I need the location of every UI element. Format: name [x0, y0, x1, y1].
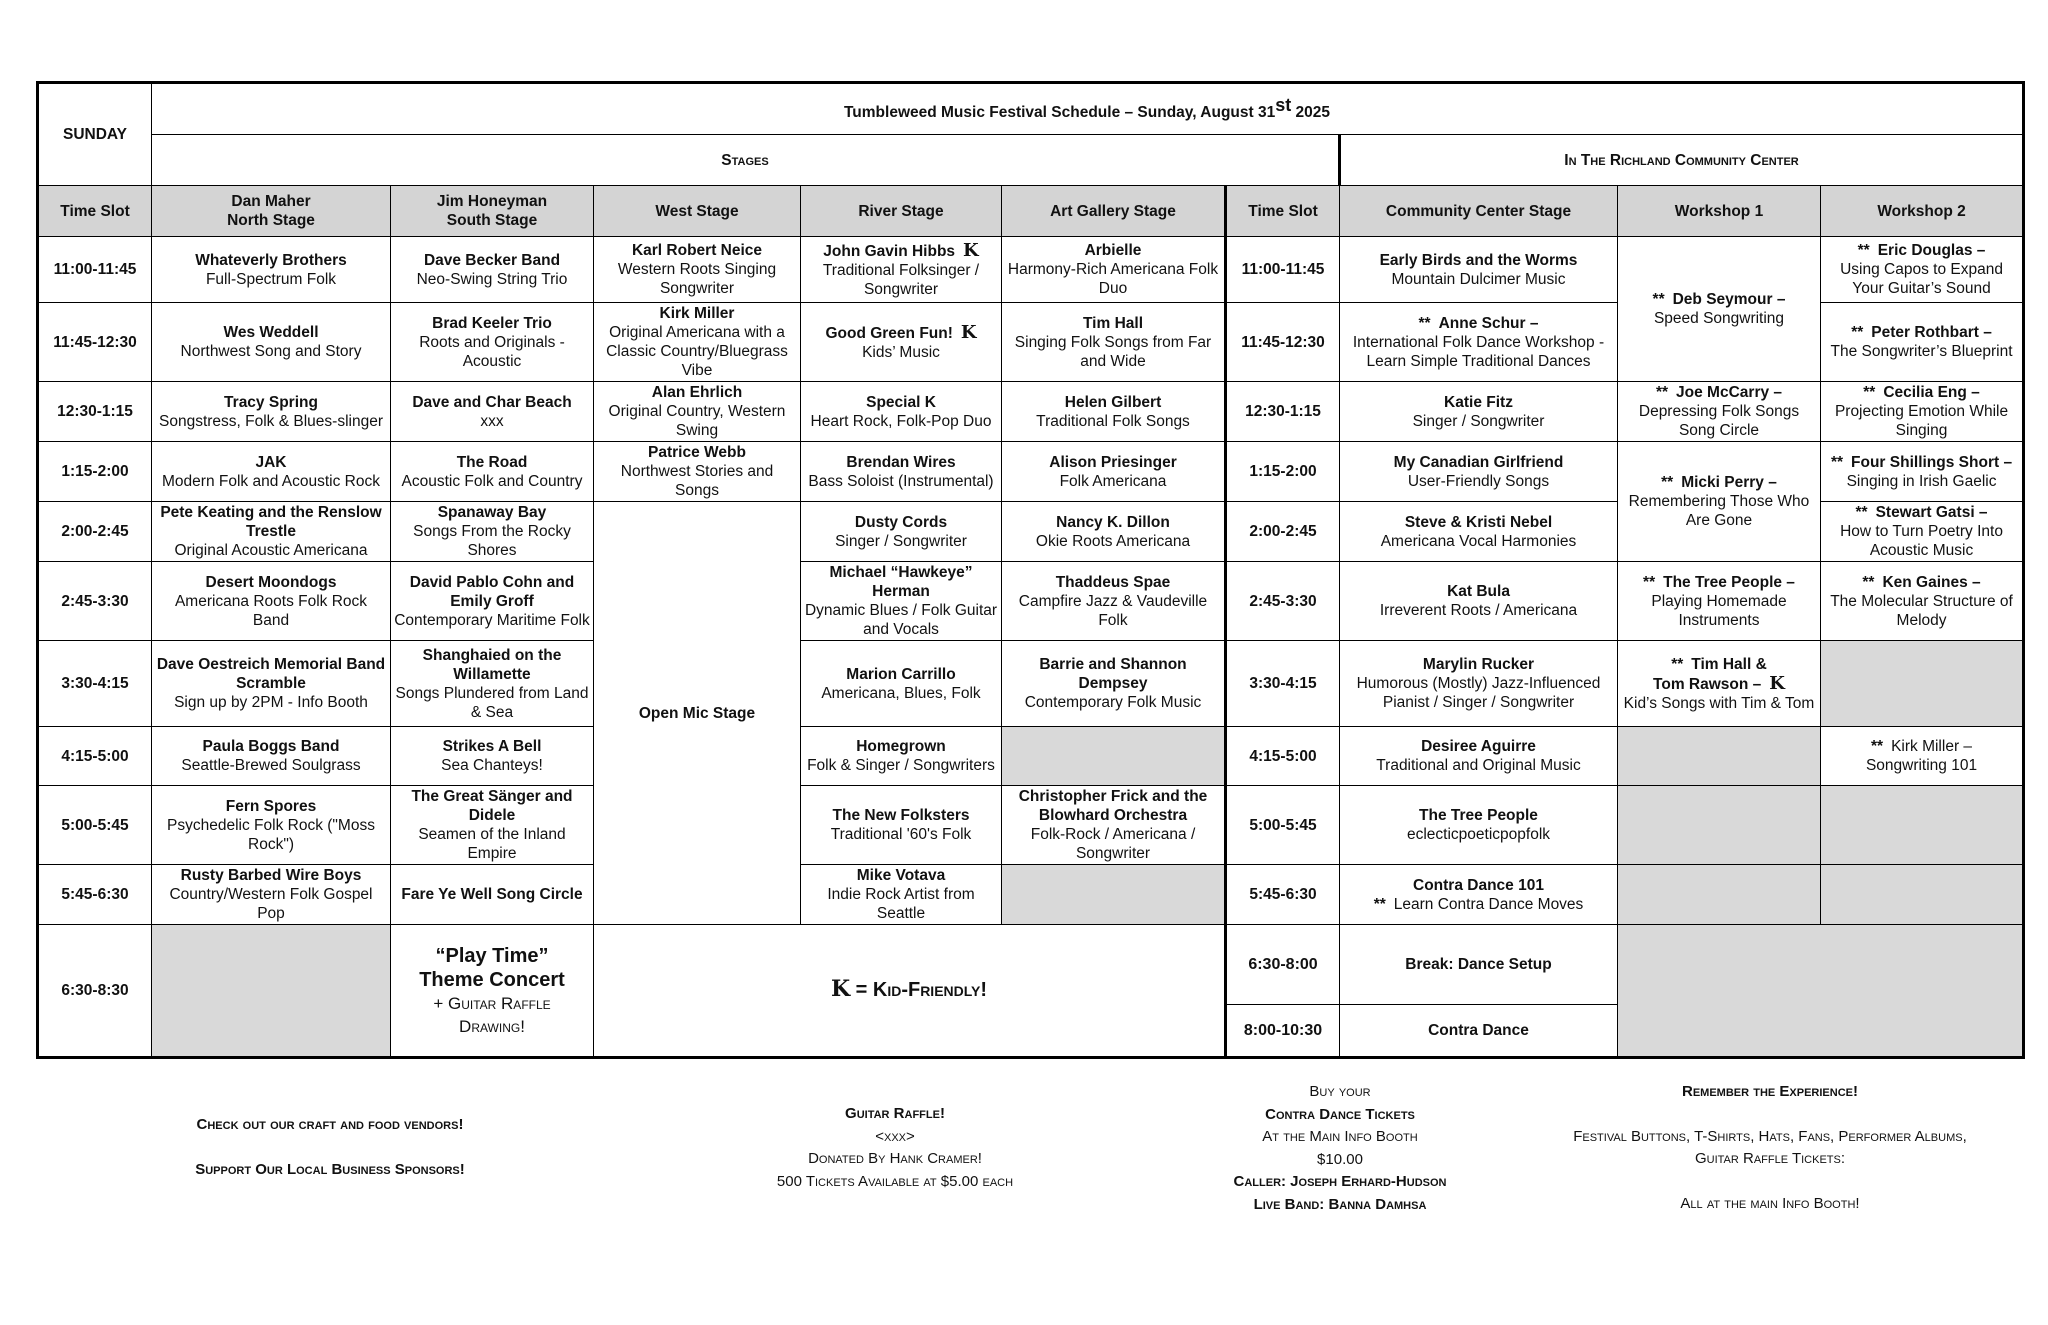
workshop-star-icon: **: [1871, 738, 1884, 755]
empty-cell: [1618, 727, 1821, 786]
river-act: Good Green Fun! K Kids’ Music: [801, 303, 1002, 382]
time-slot: 2:45-3:30: [38, 562, 152, 641]
art-act: Nancy K. Dillon Okie Roots Americana: [1002, 502, 1226, 562]
community-act: Contra Dance 101 ** Learn Contra Dance Moves: [1340, 865, 1618, 925]
river-act: John Gavin Hibbs K Traditional Folksinger / Songwriter: [801, 237, 1002, 303]
north-act: Desert Moondogs Americana Roots Folk Rock Band: [152, 562, 391, 641]
community-act: Early Birds and the Worms Mountain Dulcimer Music: [1340, 237, 1618, 303]
time-slot: 11:00-11:45: [1226, 237, 1340, 303]
river-act: Dusty Cords Singer / Songwriter: [801, 502, 1002, 562]
community-act: The Tree People eclecticpoeticpopfolk: [1340, 786, 1618, 865]
time-slot: 5:45-6:30: [1226, 865, 1340, 925]
col-workshop-1: Workshop 1: [1618, 186, 1821, 237]
kid-friendly-icon: K: [960, 321, 977, 343]
col-west-stage: West Stage: [594, 186, 801, 237]
workshop-2-item: ** Cecilia Eng – Projecting Emotion While Singing: [1821, 382, 2024, 442]
workshop-2-item: ** Four Shillings Short – Singing in Irish Gaelic: [1821, 442, 2024, 502]
north-act: JAK Modern Folk and Acoustic Rock: [152, 442, 391, 502]
north-act: Wes Weddell Northwest Song and Story: [152, 303, 391, 382]
workshop-1-item: ** Joe McCarry – Depressing Folk Songs Song Circle: [1618, 382, 1821, 442]
north-act: Rusty Barbed Wire Boys Country/Western Folk Gospel Pop: [152, 865, 391, 925]
art-act: Arbielle Harmony-Rich Americana Folk Duo: [1002, 237, 1226, 303]
community-act: Steve & Kristi Nebel Americana Vocal Harmonies: [1340, 502, 1618, 562]
south-act: Dave Becker Band Neo-Swing String Trio: [391, 237, 594, 303]
workshop-star-icon: **: [1855, 504, 1868, 521]
col-time-slot: Time Slot: [38, 186, 152, 237]
river-act: Mike Votava Indie Rock Artist from Seattle: [801, 865, 1002, 925]
river-act: Marion Carrillo Americana, Blues, Folk: [801, 641, 1002, 727]
community-act: ** Anne Schur – International Folk Dance Workshop - Learn Simple Traditional Dances: [1340, 303, 1618, 382]
time-slot: 5:00-5:45: [38, 786, 152, 865]
time-slot: 6:30-8:00: [1226, 925, 1340, 1005]
col-north-stage: Dan Maher North Stage: [152, 186, 391, 237]
workshop-2-item: ** Peter Rothbart – The Songwriter’s Blueprint: [1821, 303, 2024, 382]
time-slot: 11:45-12:30: [1226, 303, 1340, 382]
community-act: Marylin Rucker Humorous (Mostly) Jazz-Influenced Pianist / Singer / Songwriter: [1340, 641, 1618, 727]
empty-cell: [1821, 865, 2024, 925]
workshop-star-icon: **: [1418, 314, 1431, 332]
day-label: SUNDAY: [38, 83, 152, 186]
south-act: Dave and Char Beach xxx: [391, 382, 594, 442]
art-act: Helen Gilbert Traditional Folk Songs: [1002, 382, 1226, 442]
time-slot: 6:30-8:30: [38, 925, 152, 1058]
workshop-star-icon: **: [1652, 291, 1665, 308]
empty-cell: [1618, 786, 1821, 865]
workshop-star-icon: **: [1661, 474, 1674, 491]
workshop-star-icon: **: [1857, 242, 1870, 259]
south-act: David Pablo Cohn and Emily Groff Contemporary Maritime Folk: [391, 562, 594, 641]
col-river-stage: River Stage: [801, 186, 1002, 237]
south-act: Spanaway Bay Songs From the Rocky Shores: [391, 502, 594, 562]
col-community-stage: Community Center Stage: [1340, 186, 1618, 237]
page-title: Tumbleweed Music Festival Schedule – Sunday, August 31st 2025: [152, 83, 2024, 135]
river-act: Michael “Hawkeye” Herman Dynamic Blues / Folk Guitar and Vocals: [801, 562, 1002, 641]
workshop-star-icon: **: [1671, 655, 1684, 673]
time-slot: 4:15-5:00: [1226, 727, 1340, 786]
north-act: Pete Keating and the Renslow Trestle Original Acoustic Americana: [152, 502, 391, 562]
workshop-2-item: ** Kirk Miller – Songwriting 101: [1821, 727, 2024, 786]
workshop-1-item: ** Tim Hall & Tom Rawson – K Kid’s Songs with Tim & Tom: [1618, 641, 1821, 727]
south-act: Shanghaied on the Willamette Songs Plundered from Land & Sea: [391, 641, 594, 727]
south-act: Strikes A Bell Sea Chanteys!: [391, 727, 594, 786]
col-art-gallery-stage: Art Gallery Stage: [1002, 186, 1226, 237]
vendors-note: Check out our craft and food vendors! Support Our Local Business Sponsors!: [195, 1116, 465, 1178]
west-act: Kirk Miller Original Americana with a Classic Country/Bluegrass Vibe: [594, 303, 801, 382]
workshop-star-icon: **: [1643, 573, 1656, 591]
art-act: Tim Hall Singing Folk Songs from Far and Wide: [1002, 303, 1226, 382]
time-slot: 2:00-2:45: [1226, 502, 1340, 562]
remember-note: Remember the Experience! Festival Buttons, T-Shirts, Hats, Fans, Performer Albums, Guitar Raffle Tickets: All at the main Info Booth!: [1573, 1083, 1967, 1212]
south-act: Fare Ye Well Song Circle: [391, 865, 594, 925]
art-act: Thaddeus Spae Campfire Jazz & Vaudeville Folk: [1002, 562, 1226, 641]
empty-cell: [152, 925, 391, 1058]
time-slot: 3:30-4:15: [1226, 641, 1340, 727]
time-slot: 1:15-2:00: [1226, 442, 1340, 502]
open-mic-stage: Open Mic Stage: [594, 502, 801, 925]
art-act: Christopher Frick and the Blowhard Orchestra Folk-Rock / Americana / Songwriter: [1002, 786, 1226, 865]
kid-friendly-icon: K: [830, 976, 851, 1002]
north-act: Dave Oestreich Memorial Band Scramble Sign up by 2PM - Info Booth: [152, 641, 391, 727]
schedule-table: [36, 81, 2025, 1059]
workshop-star-icon: **: [1830, 453, 1844, 471]
workshop-1-item: ** Micki Perry – Remembering Those Who Are Gone: [1618, 442, 1821, 562]
west-act: Alan Ehrlich Original Country, Western Swing: [594, 382, 801, 442]
empty-cell: [1821, 786, 2024, 865]
kid-friendly-icon: K: [1769, 672, 1785, 694]
time-slot: 11:45-12:30: [38, 303, 152, 382]
time-slot: 12:30-1:15: [38, 382, 152, 442]
north-act: Fern Spores Psychedelic Folk Rock ("Moss Rock"): [152, 786, 391, 865]
art-act: Barrie and Shannon Dempsey Contemporary Folk Music: [1002, 641, 1226, 727]
empty-cell: [1002, 865, 1226, 925]
workshop-2-item: ** Ken Gaines – The Molecular Structure of Melody: [1821, 562, 2024, 641]
time-slot: 5:00-5:45: [1226, 786, 1340, 865]
guitar-raffle-note: Guitar Raffle! <xxx> Donated By Hank Cramer! 500 Tickets Available at $5.00 each: [776, 1105, 1014, 1190]
time-slot: 5:45-6:30: [38, 865, 152, 925]
empty-cell: [1618, 865, 1821, 925]
workshop-star-icon: **: [1862, 573, 1875, 591]
river-act: Special K Heart Rock, Folk-Pop Duo: [801, 382, 1002, 442]
workshop-1-item: ** The Tree People – Playing Homemade Instruments: [1618, 562, 1821, 641]
workshop-2-item: ** Eric Douglas – Using Capos to Expand Your Guitar’s Sound: [1821, 237, 2024, 303]
col-workshop-2: Workshop 2: [1821, 186, 2024, 237]
south-act: The Road Acoustic Folk and Country: [391, 442, 594, 502]
time-slot: 2:00-2:45: [38, 502, 152, 562]
col-time-slot-2: Time Slot: [1226, 186, 1340, 237]
theme-concert: “Play Time” Theme Concert + Guitar Raffle Drawing!: [391, 925, 594, 1058]
empty-cell: [1618, 925, 2024, 1058]
col-south-stage: Jim Honeyman South Stage: [391, 186, 594, 237]
contra-dance: Contra Dance: [1340, 1005, 1618, 1058]
north-act: Tracy Spring Songstress, Folk & Blues-slinger: [152, 382, 391, 442]
kid-friendly-legend: K = Kid-Friendly!: [594, 925, 1226, 1058]
west-act: Karl Robert Neice Western Roots Singing Songwriter: [594, 237, 801, 303]
kid-friendly-icon: K: [963, 239, 979, 261]
time-slot: 1:15-2:00: [38, 442, 152, 502]
community-act: Desiree Aguirre Traditional and Original Music: [1340, 727, 1618, 786]
art-act: Alison Priesinger Folk Americana: [1002, 442, 1226, 502]
empty-cell: [1821, 641, 2024, 727]
workshop-2-item: ** Stewart Gatsi – How to Turn Poetry Into Acoustic Music: [1821, 502, 2024, 562]
time-slot: 2:45-3:30: [1226, 562, 1340, 641]
time-slot: 3:30-4:15: [38, 641, 152, 727]
workshop-star-icon: **: [1851, 324, 1864, 341]
river-act: The New Folksters Traditional '60's Folk: [801, 786, 1002, 865]
dance-setup-break: Break: Dance Setup: [1340, 925, 1618, 1005]
stages-heading: Stages: [152, 135, 1340, 186]
river-act: Homegrown Folk & Singer / Songwriters: [801, 727, 1002, 786]
workshop-star-icon: **: [1863, 384, 1876, 401]
north-act: Paula Boggs Band Seattle-Brewed Soulgrass: [152, 727, 391, 786]
contra-tickets-note: Buy your Contra Dance Tickets At the Main Info Booth $10.00 Caller: Joseph Erhard-Hudson Live Band: Banna Damhsa: [1233, 1083, 1447, 1213]
workshop-star-icon: **: [1655, 384, 1669, 401]
river-act: Brendan Wires Bass Soloist (Instrumental): [801, 442, 1002, 502]
workshop-1-item: ** Deb Seymour – Speed Songwriting: [1618, 237, 1821, 382]
time-slot: 12:30-1:15: [1226, 382, 1340, 442]
time-slot: 4:15-5:00: [38, 727, 152, 786]
community-center-heading: In The Richland Community Center: [1340, 135, 2024, 186]
time-slot: 8:00-10:30: [1226, 1005, 1340, 1058]
community-act: Katie Fitz Singer / Songwriter: [1340, 382, 1618, 442]
workshop-star-icon: **: [1373, 895, 1386, 913]
empty-cell: [1002, 727, 1226, 786]
community-act: My Canadian Girlfriend User-Friendly Songs: [1340, 442, 1618, 502]
west-act: Patrice Webb Northwest Stories and Songs: [594, 442, 801, 502]
south-act: Brad Keeler Trio Roots and Originals - Acoustic: [391, 303, 594, 382]
community-act: Kat Bula Irreverent Roots / Americana: [1340, 562, 1618, 641]
north-act: Whateverly Brothers Full-Spectrum Folk: [152, 237, 391, 303]
south-act: The Great Sänger and Didele Seamen of the Inland Empire: [391, 786, 594, 865]
time-slot: 11:00-11:45: [38, 237, 152, 303]
